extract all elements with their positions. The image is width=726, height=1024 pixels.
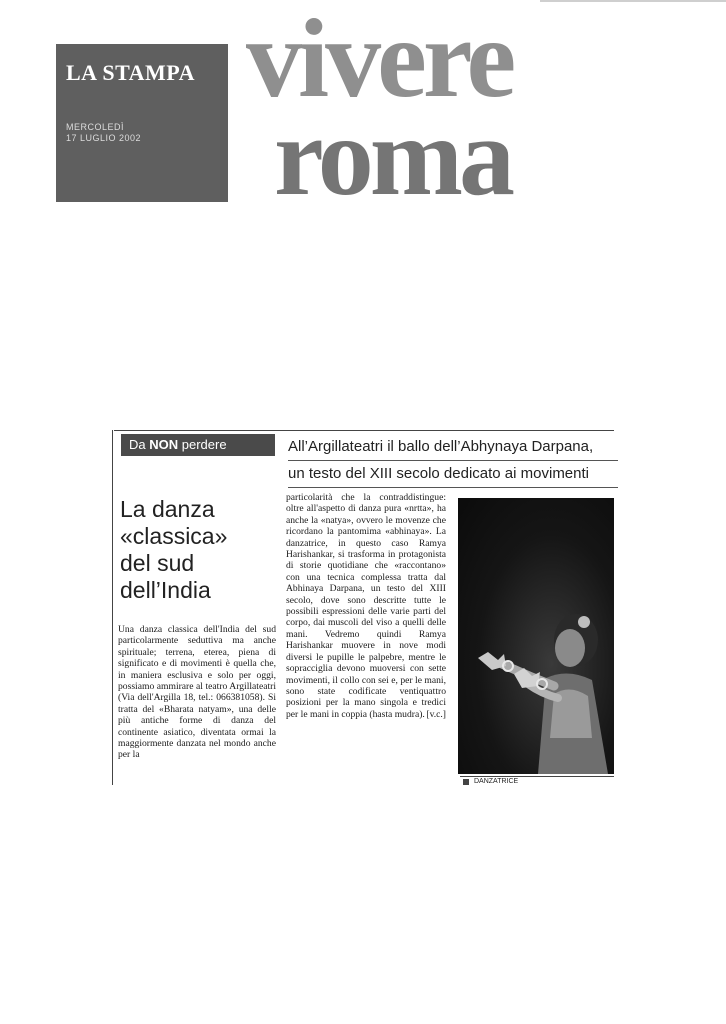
section-title-line-2: roma <box>274 95 511 219</box>
dancer-photo <box>458 498 614 774</box>
tag-prefix: Da <box>129 437 146 452</box>
section-title <box>246 0 716 219</box>
section-title-line-1: vivere <box>246 0 513 121</box>
subhead-line-1: All’Argillateatri il ballo dell’Abhynaya Darpana, <box>288 434 618 461</box>
headline-line-1: La danza <box>120 496 215 522</box>
publication-full-date: 17 LUGLIO 2002 <box>66 133 142 143</box>
author-signature: [v.c.] <box>426 708 446 720</box>
top-edge-line <box>540 0 726 2</box>
tag-strong: NON <box>149 437 179 452</box>
tag-suffix: perdere <box>181 437 227 452</box>
headline-line-4: dell’India <box>120 577 211 603</box>
body-column-2 <box>286 492 446 720</box>
article-top-rule <box>114 430 614 431</box>
photo-caption <box>460 776 614 786</box>
masthead-box <box>56 44 228 202</box>
publication-day: MERCOLEDÌ <box>66 122 125 132</box>
caption-marker <box>463 779 469 785</box>
article-headline <box>120 496 270 604</box>
subhead-line-2: un testo del XIII secolo dedicato ai movimenti <box>288 461 618 488</box>
section-tag <box>121 434 275 456</box>
photo-caption-text: DANZATRICE <box>474 778 519 785</box>
dancer-figure-icon <box>458 498 614 774</box>
headline-line-3: del sud <box>120 550 195 576</box>
body-column-2-text: particolarità che la contraddistingue: oltre all'aspetto di danza pura «nrtta», ha anche la «natya», ovvero le movenze che ricordano la pantomima «abhinaya». La danzatrice, in questo caso Ramya Harishankar, si trasforma in protagonista di storie quotidiane che «raccontano» con una tecnica complessa tratta dal Abhinaya Darpana, un testo del XIII secolo, dove sono descritte tutte le possibili espressioni delle varie parti del corpo, dai muscoli del viso a quelli delle mani. Vedremo quindi Ramya Harishankar muovere in nove modi diversi le pupille le palpebre, mentre le sopracciglia devono muoversi con sette movimenti, il collo con sei e, per le mani, sono state codificate ventiquattro posizioni per la mano singola e tredici per le mani in coppia (hasta mudra). <box>286 492 446 720</box>
headline-line-2: «classica» <box>120 523 228 549</box>
body-column-1: Una danza classica dell'India del sud particolarmente seduttiva ma anche spirituale; terrena, eterea, piena di significato e di movimenti è quella che, in maniera esclusiva e solo per oggi, possiamo ammirare al teatro Argillateatri (Via dell'Argilla 18, tel.: 066381058). Si tratta del «Bharata natyam», una delle più antiche forme di danza del continente asiatico, diventata ormai la maggiormente danzata nel mondo anche per la <box>118 624 276 761</box>
paper-name: LA STAMPA <box>66 60 195 85</box>
article-left-rule <box>112 430 113 785</box>
article-subhead <box>288 434 618 488</box>
publication-date <box>66 122 218 144</box>
